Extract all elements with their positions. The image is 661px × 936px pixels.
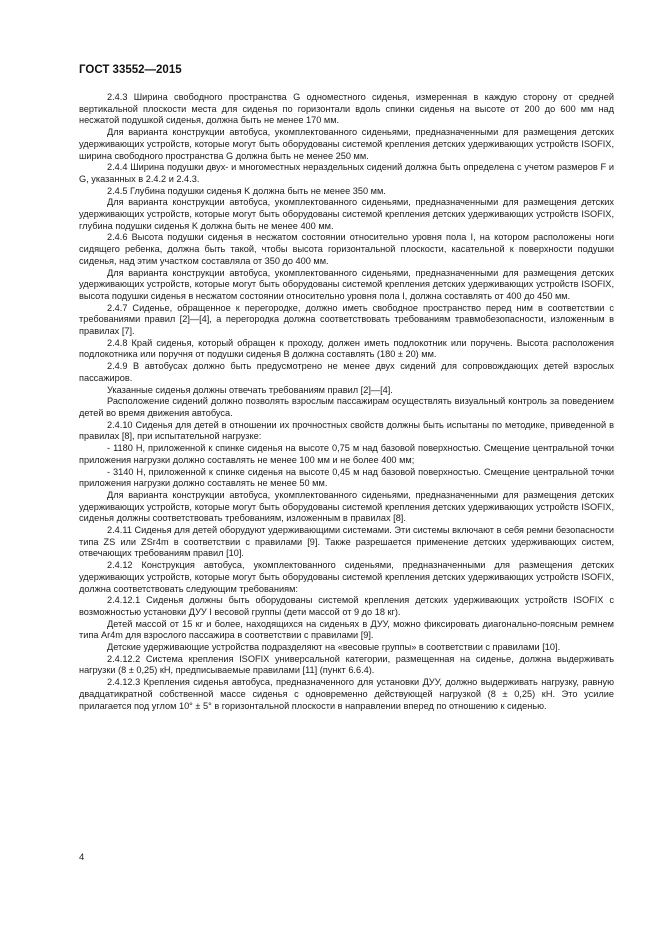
- paragraph: Для варианта конструкции автобуса, укомплектованного сиденьями, предназначенными для размещения детских удерживающих устройств, которые могут быть оборудованы системой крепления детских удерживающих устройств ISOFIX, ширина свободного пространства G должна быть не менее 250 мм.: [79, 127, 614, 161]
- paragraph: Детские удерживающие устройства подразделяют на «весовые группы» в соответствии с правилами [10].: [107, 642, 561, 653]
- paragraph: Для варианта конструкции автобуса, укомплектованного сиденьями, предназначенными для размещения детских удерживающих устройств, которые могут быть оборудованы системой крепления детских удерживающих устройств ISOFIX, высота подушки сиденья в несжатом состоянии относительно уровня пола I, должна составлять от 400 до 450 мм.: [79, 267, 614, 301]
- paragraph: Расположение сидений должно позволять взрослым пассажирам осуществлять визуальный контроль за поведением детей во время движения автобуса.: [79, 396, 614, 418]
- paragraph-2-4-12-3: 2.4.12.3 Крепления сиденья автобуса, предназначенного для установки ДУУ, должно выдерживать нагрузку, равную двадцатикратной собственной массе сиденья с одновременно действующей нагрузкой (8 ± 0,25) кН. Это усилие прилагается под углом 10° ± 5° в горизонтальной плоскости в направлении вперед по отношению к сиденью.: [79, 677, 614, 711]
- document-body: [79, 92, 614, 712]
- document-header: ГОСТ 33552—2015: [79, 64, 182, 76]
- paragraph-2-4-7: 2.4.7 Сиденье, обращенное к перегородке, должно иметь свободное пространство перед ним в соответствии с требованиями правил [2]—[4], а перегородка должна соответствовать требованиям травмобезопасности, изложенным в правилах [7].: [79, 302, 614, 337]
- list-item: - 1180 Н, приложенной к спинке сиденья на высоте 0,75 м над базовой поверхностью. Смещение центральной точки приложения нагрузки должно составлять не менее 100 мм и не более 400 мм;: [79, 443, 614, 465]
- paragraph-2-4-12: 2.4.12 Конструкция автобуса, укомплектованного сиденьями, предназначенными для размещения детских удерживающих устройств, которые могут быть оборудованы системой крепления детских удерживающих устройств ISOFIX, должна соответствовать следующим требованиям:: [79, 560, 614, 594]
- paragraph-2-4-9: 2.4.9 В автобусах должно быть предусмотрено не менее двух сидений для сопровождающих детей взрослых пассажиров.: [79, 361, 614, 383]
- paragraph-2-4-4: 2.4.4 Ширина подушки двух- и многоместных нераздельных сидений должна быть определена с учетом размеров F и G, указанных в 2.4.2 и 2.4.3.: [79, 162, 614, 184]
- page-number: 4: [79, 852, 85, 863]
- paragraph-2-4-12-2: 2.4.12.2 Система крепления ISOFIX универсальной категории, размещенная на сиденье, должна выдерживать нагрузки (8 ± 0,25) кН, предписываемые правилами [11] (пункт 6.6.4).: [79, 653, 614, 676]
- paragraph-2-4-12-1: 2.4.12.1 Сиденья должны быть оборудованы системой крепления детских удерживающих устройств ISOFIX с возможностью установки ДУУ I весовой группы (дети массой от 9 до 18 кг).: [79, 595, 614, 617]
- paragraph: Указанные сиденья должны отвечать требованиям правил [2]—[4].: [107, 384, 393, 395]
- paragraph: Детей массой от 15 кг и более, находящихся на сиденьях в ДУУ, можно фиксировать диагонально-поясным ремнем типа Ar4m для взрослого пассажира в соответствии с правилами [9].: [79, 618, 614, 641]
- paragraph-2-4-10: 2.4.10 Сиденья для детей в отношении их прочностных свойств должны быть испытаны по методике, приведенной в правилах [8], при испытательной нагрузке:: [79, 419, 614, 442]
- paragraph: Для варианта конструкции автобуса, укомплектованного сиденьями, предназначенными для размещения детских удерживающих устройств, которые могут быть оборудованы системой крепления детских удерживающих устройств ISOFIX, сиденья должны соответствовать требованиям, изложенным в правилах [8].: [79, 489, 614, 524]
- paragraph-2-4-6: 2.4.6 Высота подушки сиденья в несжатом состоянии относительно уровня пола I, на котором расположены ноги сидящего ребенка, должна быть такой, чтобы высота горизонтальной плоскости, касательной к поверхности подушки сиденья, над этим участком составляла от 350 до 400 мм.: [79, 232, 614, 266]
- list-item: - 3140 Н, приложенной к спинке сиденья на высоте 0,45 м над базовой поверхностью. Смещение центральной точки приложения нагрузки должно составлять не менее 50 мм.: [79, 466, 614, 489]
- paragraph-2-4-5: 2.4.5 Глубина подушки сиденья K должна быть не менее 350 мм.: [107, 185, 386, 196]
- paragraph: Для варианта конструкции автобуса, укомплектованного сиденьями, предназначенными для размещения детских удерживающих устройств, которые могут быть оборудованы системой крепления детских удерживающих устройств ISOFIX, глубина подушки сиденья K должна быть не менее 400 мм.: [79, 197, 614, 231]
- paragraph-2-4-11: 2.4.11 Сиденья для детей оборудуют удерживающими системами. Эти системы включают в себя ремни безопасности типа ZS или ZSr4m в соответствии с правилами [9]. Также разрешается применение детских удерживающих систем, отвечающих требованиям правил [10].: [79, 525, 614, 559]
- paragraph-2-4-8: 2.4.8 Край сиденья, который обращен к проходу, должен иметь подлокотник или поручень. Высота расположения подлокотника или поручня от подушки сиденья B должна составлять (180 ± 20) мм.: [79, 337, 614, 360]
- paragraph-2-4-3: 2.4.3 Ширина свободного пространства G одноместного сиденья, измеренная в каждую сторону от средней вертикальной плоскости места для сиденья по горизонтали вдоль спинки сиденья на высоте от 200 до 600 мм над несжатой подушкой сиденья, должна быть не менее 170 мм.: [79, 92, 614, 126]
